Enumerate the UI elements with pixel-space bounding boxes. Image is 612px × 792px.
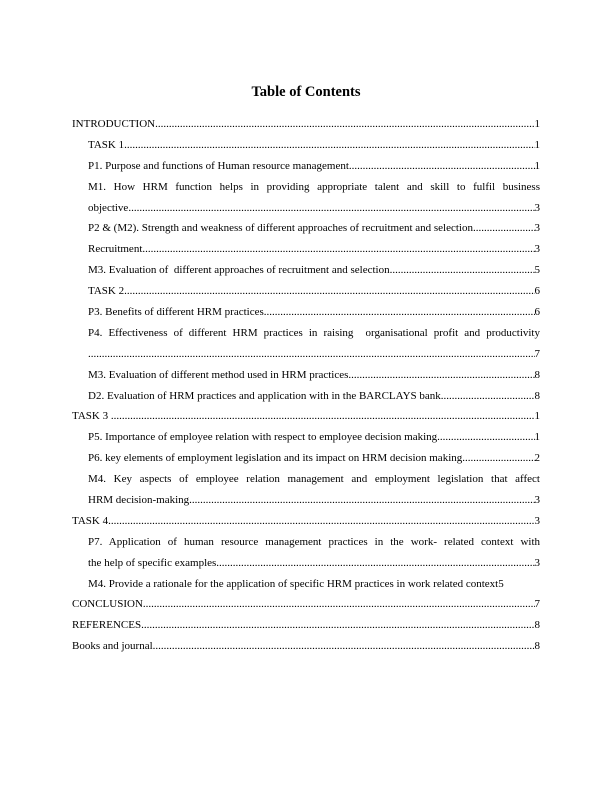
dot-leader bbox=[141, 615, 534, 636]
toc-entry-text: TASK 3 bbox=[72, 410, 111, 423]
toc-entry-text: INTRODUCTION bbox=[72, 118, 156, 130]
toc-entry-task-4[interactable] bbox=[72, 511, 540, 532]
toc-page-number: 5 bbox=[534, 264, 540, 277]
toc-entry-text: M3. Evaluation of different approaches of recruitment and selection bbox=[88, 264, 390, 277]
dot-leader bbox=[143, 594, 535, 615]
toc-page-number: 3 bbox=[534, 243, 540, 256]
toc-entry-text: P3. Benefits of different HRM practices bbox=[88, 306, 264, 319]
dot-leader bbox=[349, 156, 535, 177]
toc-page-number: 3 bbox=[534, 201, 540, 214]
toc-entry-references[interactable] bbox=[72, 615, 540, 636]
toc-page-number: 7 bbox=[534, 598, 540, 611]
dot-leader bbox=[189, 490, 534, 511]
toc-entry-p3[interactable] bbox=[72, 302, 540, 323]
toc-entry-text: P5. Importance of employee relation with respect to employee decision making bbox=[88, 431, 438, 444]
toc-title: Table of Contents bbox=[251, 84, 361, 100]
toc-page-number: 8 bbox=[534, 640, 540, 653]
toc-entry-text: TASK 2 bbox=[88, 285, 125, 298]
toc-entry-text: P1. Purpose and functions of Human resource management bbox=[88, 159, 349, 172]
toc-entry-text: the help of specific examples bbox=[88, 556, 217, 569]
toc-entry-text: M3. Evaluation of different method used in HRM practices bbox=[88, 368, 349, 381]
toc-page-number: 2 bbox=[534, 452, 540, 465]
dot-leader bbox=[142, 239, 534, 260]
toc-entry-m3-recruitment[interactable] bbox=[72, 260, 540, 281]
toc-entry-m1[interactable] bbox=[72, 177, 540, 219]
toc-page-number: 6 bbox=[534, 285, 540, 298]
toc-entry-p2-m2[interactable] bbox=[72, 218, 540, 239]
toc-page-number: 6 bbox=[534, 306, 540, 319]
dot-leader bbox=[216, 553, 534, 574]
toc-page-number: 3 bbox=[534, 556, 540, 569]
toc-entry-task-1[interactable] bbox=[72, 135, 540, 156]
toc-entry-text: Recruitment bbox=[88, 243, 143, 256]
toc-page-number: 8 bbox=[534, 368, 540, 381]
toc-entry-text: REFERENCES bbox=[72, 619, 142, 632]
toc-page-number: 1 bbox=[534, 118, 540, 130]
toc-page-number: 1 bbox=[534, 431, 540, 444]
toc-entry-text: objective bbox=[88, 201, 129, 214]
toc-page-number: 8 bbox=[534, 619, 540, 632]
dot-leader bbox=[88, 344, 535, 365]
toc-page-number: 3 bbox=[534, 494, 540, 507]
dot-leader bbox=[124, 281, 534, 302]
dot-leader bbox=[128, 198, 534, 219]
toc-entry-d2[interactable] bbox=[72, 386, 540, 407]
toc-entry-introduction[interactable] bbox=[72, 114, 540, 135]
toc-entry-text: TASK 4 bbox=[72, 514, 109, 527]
toc-page-number: 5 bbox=[498, 577, 504, 590]
toc-entry-task-2[interactable] bbox=[72, 281, 540, 302]
toc-entry-p5[interactable] bbox=[72, 427, 540, 448]
toc-page-number: 3 bbox=[534, 514, 540, 527]
toc-entry-text: CONCLUSION bbox=[72, 598, 143, 611]
toc-page-number: 7 bbox=[534, 347, 540, 360]
toc-entry-text-line1: M1. How HRM function helps in providing appropriate talent and skill to fulfil business bbox=[88, 180, 540, 193]
toc-entry-m4-rationale[interactable] bbox=[72, 574, 540, 595]
toc-entry-conclusion[interactable] bbox=[72, 594, 540, 615]
dot-leader bbox=[124, 135, 534, 156]
dot-leader bbox=[437, 427, 534, 448]
dot-leader bbox=[264, 302, 535, 323]
table-of-contents bbox=[72, 114, 540, 657]
toc-entry-p4[interactable] bbox=[72, 323, 540, 365]
toc-page-number: 1 bbox=[534, 410, 540, 423]
toc-page-number: 1 bbox=[534, 138, 540, 151]
toc-page-number: 8 bbox=[534, 389, 540, 402]
dot-leader bbox=[108, 511, 534, 532]
toc-entry-text-line1: P7. Application of human resource management practices in the work- related context with bbox=[88, 535, 540, 548]
toc-entry-text: D2. Evaluation of HRM practices and application with in the BARCLAYS bank bbox=[88, 389, 441, 402]
dot-leader bbox=[441, 386, 535, 407]
toc-entry-text: Books and journal bbox=[72, 640, 153, 653]
toc-page-number: 1 bbox=[534, 159, 540, 172]
dot-leader bbox=[348, 365, 534, 386]
toc-entry-p7[interactable] bbox=[72, 532, 540, 574]
toc-entry-text: P6. key elements of employment legislation and its impact on HRM decision making bbox=[88, 452, 463, 465]
dot-leader bbox=[462, 448, 534, 469]
dot-leader bbox=[390, 260, 535, 281]
toc-entry-text-line1: P4. Effectiveness of different HRM practices in raising organisational profit and productivity bbox=[88, 326, 540, 339]
toc-page-number: 3 bbox=[534, 222, 540, 235]
dot-leader bbox=[111, 406, 535, 427]
toc-entry-task-3[interactable] bbox=[72, 406, 540, 427]
toc-entry-text: M4. Provide a rationale for the application of specific HRM practices in work related context bbox=[88, 577, 499, 590]
toc-entry-p1[interactable] bbox=[72, 156, 540, 177]
toc-entry-p6[interactable] bbox=[72, 448, 540, 469]
toc-entry-text: TASK 1 bbox=[88, 138, 125, 151]
toc-entry-m3-methods[interactable] bbox=[72, 365, 540, 386]
dot-leader bbox=[153, 636, 535, 657]
toc-entry-books-and-journal[interactable] bbox=[72, 636, 540, 657]
toc-entry-recruitment[interactable] bbox=[72, 239, 540, 260]
toc-entry-text: HRM decision-making bbox=[88, 494, 190, 507]
dot-leader bbox=[155, 114, 534, 135]
toc-entry-text-line1: M4. Key aspects of employee relation management and employment legislation that affect bbox=[88, 473, 540, 486]
dot-leader bbox=[473, 218, 535, 239]
toc-entry-m4-relations[interactable] bbox=[72, 469, 540, 511]
toc-entry-text: P2 & (M2). Strength and weakness of different approaches of recruitment and selection bbox=[88, 222, 473, 235]
